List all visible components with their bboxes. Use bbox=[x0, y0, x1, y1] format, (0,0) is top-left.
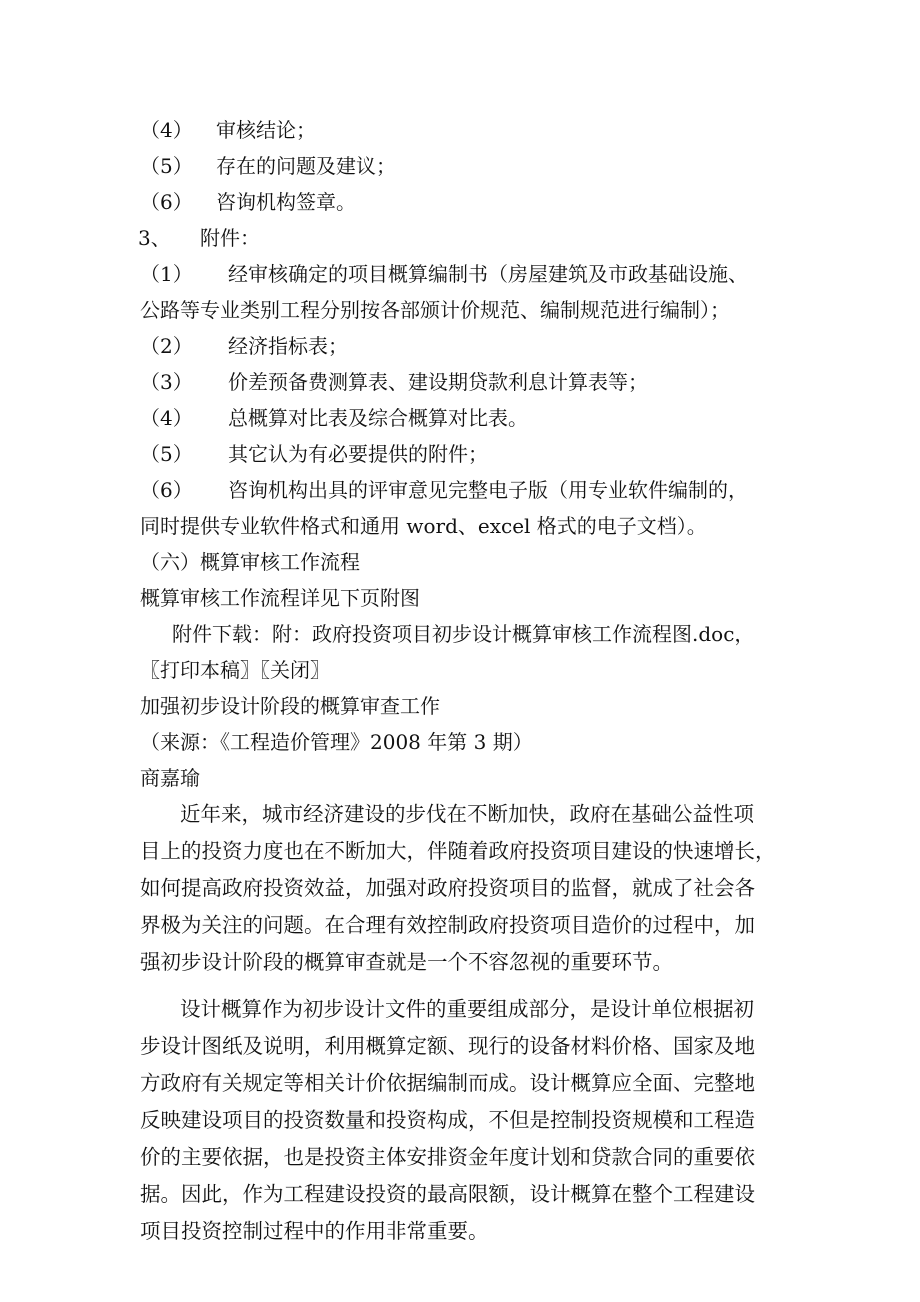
list-number: （4） bbox=[140, 118, 193, 142]
action-links bbox=[140, 652, 790, 688]
list-item bbox=[140, 112, 790, 148]
paragraph-line: 反映建设项目的投资数量和投资构成，不但是控制投资规模和工程造 bbox=[140, 1108, 755, 1132]
article-author: 商嘉瑜 bbox=[140, 766, 200, 790]
paragraph-line: 方政府有关规定等相关计价依据编制而成。设计概算应全面、完整地 bbox=[140, 1071, 755, 1095]
document-page bbox=[140, 112, 790, 1250]
list-number: （3） bbox=[140, 370, 193, 394]
list-text: 咨询机构签章。 bbox=[216, 190, 356, 214]
list-item bbox=[140, 400, 790, 436]
paragraph bbox=[140, 796, 790, 981]
list-text: 存在的问题及建议； bbox=[216, 154, 396, 178]
paragraph-line: 近年来，城市经济建设的步伐在不断加快，政府在基础公益性项 bbox=[180, 802, 754, 826]
article-source: （来源：《工程造价管理》2008 年第 3 期） bbox=[140, 730, 533, 754]
list-text: 经济指标表； bbox=[228, 334, 348, 358]
list-text: 经审核确定的项目概算编制书（房屋建筑及市政基础设施、 bbox=[228, 262, 748, 286]
list-item bbox=[140, 256, 790, 292]
print-link[interactable]: 〖打印本稿〗 bbox=[140, 658, 260, 682]
paragraph-line: 据。因此，作为工程建设投资的最高限额，设计概算在整个工程建设 bbox=[140, 1182, 755, 1206]
section-number: 3、 bbox=[138, 226, 171, 250]
list-number: （5） bbox=[140, 442, 193, 466]
list-number: （4） bbox=[140, 406, 193, 430]
list-item bbox=[140, 184, 790, 220]
list-text: 咨询机构出具的评审意见完整电子版（用专业软件编制的， bbox=[228, 478, 748, 502]
list-number: （2） bbox=[140, 334, 193, 358]
list-item bbox=[140, 472, 790, 508]
list-number: （5） bbox=[140, 154, 193, 178]
section-heading: （六）概算审核工作流程 bbox=[140, 550, 360, 574]
list-number: （6） bbox=[140, 190, 193, 214]
list-number: （1） bbox=[140, 262, 193, 286]
flow-note: 概算审核工作流程详见下页附图 bbox=[140, 586, 420, 610]
list-text: 其它认为有必要提供的附件； bbox=[228, 442, 488, 466]
list-item-continuation: 公路等专业类别工程分别按各部颁计价规范、编制规范进行编制）； bbox=[140, 298, 730, 322]
download-link[interactable]: 附件下载：附：政府投资项目初步设计概算审核工作流程图.doc， bbox=[172, 622, 755, 646]
paragraph-line: 设计概算作为初步设计文件的重要组成部分，是设计单位根据初 bbox=[180, 997, 754, 1021]
list-item bbox=[140, 148, 790, 184]
list-item bbox=[140, 364, 790, 400]
list-text: 价差预备费测算表、建设期贷款利息计算表等； bbox=[228, 370, 648, 394]
list-text: 总概算对比表及综合概算对比表。 bbox=[228, 406, 528, 430]
paragraph-line: 强初步设计阶段的概算审查就是一个不容忽视的重要环节。 bbox=[140, 950, 673, 974]
paragraph bbox=[140, 991, 790, 1250]
list-text: 审核结论； bbox=[216, 118, 316, 142]
paragraph-line: 价的主要依据，也是投资主体安排资金年度计划和贷款合同的重要依 bbox=[140, 1145, 755, 1169]
paragraph-line: 界极为关注的问题。在合理有效控制政府投资项目造价的过程中，加 bbox=[140, 913, 755, 937]
close-link[interactable]: 〖关闭〗 bbox=[260, 658, 330, 682]
article-title: 加强初步设计阶段的概算审查工作 bbox=[140, 694, 440, 718]
section-text: 附件： bbox=[200, 226, 260, 250]
list-number: （6） bbox=[140, 478, 193, 502]
list-item bbox=[140, 328, 790, 364]
section-heading bbox=[138, 220, 790, 256]
paragraph-line: 如何提高政府投资效益，加强对政府投资项目的监督，就成了社会各 bbox=[140, 876, 755, 900]
paragraph-line: 目上的投资力度也在不断加大，伴随着政府投资项目建设的快速增长， bbox=[140, 839, 776, 863]
paragraph-line: 步设计图纸及说明，利用概算定额、现行的设备材料价格、国家及地 bbox=[140, 1034, 755, 1058]
paragraph-line: 项目投资控制过程中的作用非常重要。 bbox=[140, 1219, 489, 1243]
list-item-continuation: 同时提供专业软件格式和通用 word、excel 格式的电子文档）。 bbox=[140, 514, 707, 538]
list-item bbox=[140, 436, 790, 472]
